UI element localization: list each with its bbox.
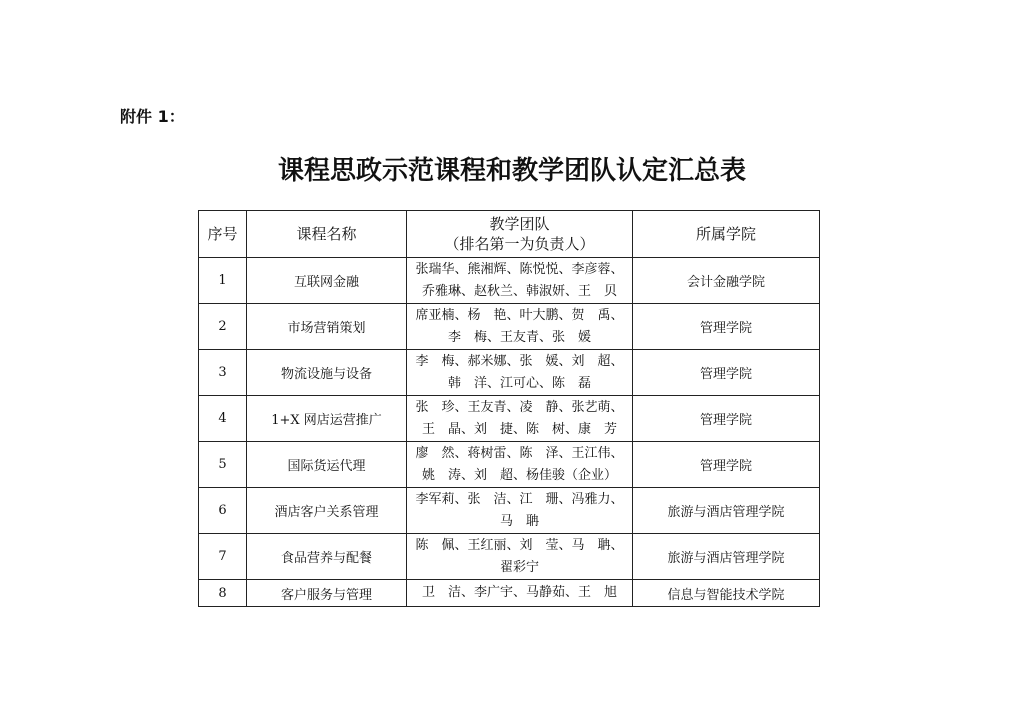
row-teaching-team [407, 396, 633, 442]
row-college: 旅游与酒店管理学院 [633, 534, 820, 580]
row-teaching-team [407, 442, 633, 488]
team-line: 张瑞华、熊湘辉、陈悦悦、李彦蓉、 [415, 261, 624, 277]
team-line: 韩 洋、江可心、陈 磊 [447, 375, 591, 391]
row-index: 8 [199, 580, 247, 607]
header-teaching-team-title: 教学团队 [489, 215, 550, 233]
header-college: 所属学院 [633, 211, 820, 258]
row-college: 旅游与酒店管理学院 [633, 488, 820, 534]
header-teaching-team [407, 211, 633, 258]
row-college: 管理学院 [633, 350, 820, 396]
table-row [199, 396, 820, 442]
header-index: 序号 [199, 211, 247, 258]
table-body [199, 258, 820, 607]
team-line: 廖 然、蒋树雷、陈 泽、王江伟、 [415, 445, 624, 461]
table-row [199, 258, 820, 304]
table-header-row [199, 211, 820, 258]
header-course-name: 课程名称 [247, 211, 407, 258]
row-index: 4 [199, 396, 247, 442]
team-line: 王 晶、刘 捷、陈 树、康 芳 [421, 421, 617, 437]
team-line: 姚 涛、刘 超、杨佳骏（企业） [421, 467, 617, 483]
row-index: 1 [199, 258, 247, 304]
row-teaching-team [407, 304, 633, 350]
row-college: 管理学院 [633, 442, 820, 488]
document-title: 课程思政示范课程和教学团队认定汇总表 [277, 156, 746, 186]
row-index: 3 [199, 350, 247, 396]
team-line: 卫 洁、李广宇、马静茹、王 旭 [421, 585, 617, 600]
row-teaching-team [407, 580, 633, 607]
row-index: 5 [199, 442, 247, 488]
table-row [199, 580, 820, 607]
team-line: 乔雅琳、赵秋兰、韩淑妍、王 贝 [421, 283, 617, 299]
team-line: 李 梅、郝米娜、张 媛、刘 超、 [415, 353, 624, 369]
row-course-name: 酒店客户关系管理 [247, 488, 407, 534]
row-college: 管理学院 [633, 396, 820, 442]
team-line: 席亚楠、杨 艳、叶大鹏、贺 禹、 [415, 307, 624, 323]
row-index: 6 [199, 488, 247, 534]
row-course-name: 国际货运代理 [247, 442, 407, 488]
summary-table [198, 210, 820, 607]
table-row [199, 534, 820, 580]
row-teaching-team [407, 258, 633, 304]
table-row [199, 350, 820, 396]
table-row [199, 442, 820, 488]
row-course-name: 1+X 网店运营推广 [247, 396, 407, 442]
row-teaching-team [407, 488, 633, 534]
team-line: 李军莉、张 洁、江 珊、冯雅力、 [415, 491, 624, 507]
attachment-label: 附件 1： [120, 107, 185, 126]
row-college: 管理学院 [633, 304, 820, 350]
team-line: 马 聃 [499, 513, 539, 529]
header-teaching-team-note: （排名第一为负责人） [444, 235, 595, 253]
row-course-name: 物流设施与设备 [247, 350, 407, 396]
row-course-name: 客户服务与管理 [247, 580, 407, 607]
team-line: 翟彩宁 [499, 559, 539, 575]
team-line: 陈 佩、王红丽、刘 莹、马 聃、 [415, 537, 624, 553]
row-course-name: 互联网金融 [247, 258, 407, 304]
row-teaching-team [407, 534, 633, 580]
row-index: 2 [199, 304, 247, 350]
table-row [199, 304, 820, 350]
team-line: 李 梅、王友青、张 媛 [447, 329, 591, 345]
row-college: 会计金融学院 [633, 258, 820, 304]
row-teaching-team [407, 350, 633, 396]
table-row [199, 488, 820, 534]
row-index: 7 [199, 534, 247, 580]
row-course-name: 市场营销策划 [247, 304, 407, 350]
team-line: 张 珍、王友青、凌 静、张艺萌、 [415, 399, 624, 415]
row-college: 信息与智能技术学院 [633, 580, 820, 607]
row-course-name: 食品营养与配餐 [247, 534, 407, 580]
